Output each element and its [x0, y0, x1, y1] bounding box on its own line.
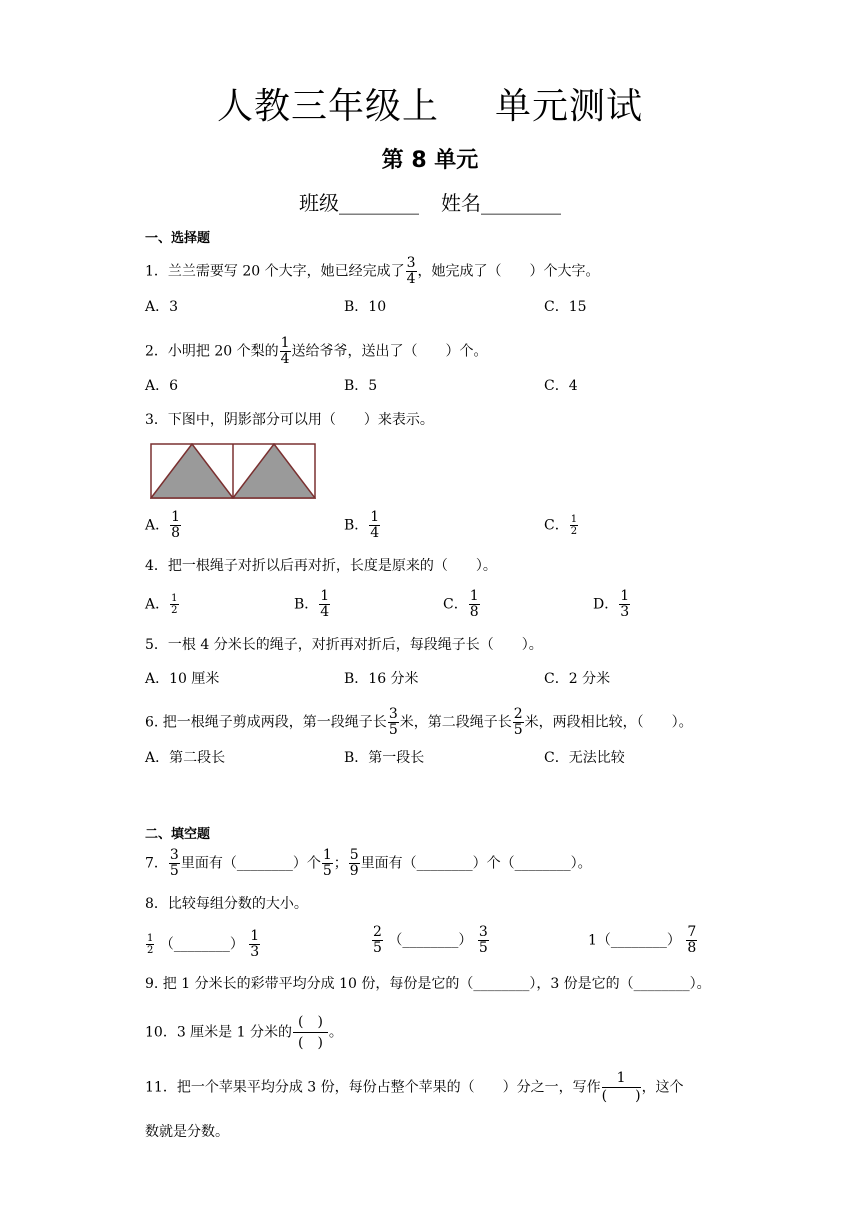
q5-option-c[interactable]: C．2 分米 [544, 671, 611, 687]
question-11-continued: 数就是分数。 [145, 1124, 229, 1140]
name-field[interactable]: 姓名________ [441, 191, 561, 215]
two-triangles-figure [150, 443, 316, 499]
q4-option-c[interactable]: C． $\frac{1}{8}$ [443, 588, 479, 620]
q4-option-b[interactable]: B． $\frac{1}{4}$ [294, 588, 330, 620]
question-1: 1．兰兰需要写 20 个大字，她已经完成了 $\frac{3}{4}$ ，她完成了（ ）个大字。 [145, 255, 600, 287]
class-field[interactable]: 班级________ [299, 191, 419, 215]
fraction: $\frac{1}{4}$ [280, 335, 290, 367]
question-2: 2．小明把 20 个梨的 $\frac{1}{4}$ 送给爷爷，送出了（ ）个。 [145, 335, 488, 367]
question-3: 3．下图中，阴影部分可以用（ ）来表示。 [145, 412, 434, 428]
q4-option-a[interactable]: A． $\frac{1}{2}$ [145, 593, 178, 616]
q2-option-b[interactable]: B．5 [344, 378, 378, 394]
question-9: 9. 把 1 分米长的彩带平均分成 10 份，每份是它的（________），3 份是它的（________）。 [145, 976, 711, 992]
question-8: 8．比较每组分数的大小。 [145, 896, 308, 912]
q5-option-a[interactable]: A．10 厘米 [145, 671, 220, 687]
question-5: 5．一根 4 分米长的绳子，对折再对折后，每段绳子长（ ）。 [145, 637, 543, 653]
q2-option-a[interactable]: A．6 [145, 378, 179, 394]
q3-option-b[interactable]: B． $\frac{1}{4}$ [344, 509, 380, 541]
q1-option-a[interactable]: A．3 [145, 299, 179, 315]
q8-group-3: 1（________） $\frac{7}{8}$ [588, 924, 697, 956]
q10-numerator-blank[interactable]: ( ) [297, 1014, 323, 1030]
question-11: 11．把一个苹果平均分成 3 份，每份占整个苹果的（ ）分之一，写作 $\frac{1}{( )}$ ，这个 [145, 1070, 684, 1104]
q1-option-b[interactable]: B．10 [344, 299, 387, 315]
q6-option-c[interactable]: C．无法比较 [544, 750, 625, 766]
class-name-line [0, 187, 860, 216]
page-title [0, 78, 860, 129]
question-6: 6. 把一根绳子剪成两段，第一段绳子长 $\frac{3}{5}$ 米，第二段绳子长 $\frac{2}{5}$ 米，两段相比较，（ ）。 [145, 706, 693, 738]
q8-blank-3[interactable]: （________） [596, 932, 681, 949]
title-left: 人教三年级上 [216, 86, 439, 127]
section-choice-title: 一、选择题 [145, 231, 211, 246]
question-4: 4．把一根绳子对折以后再对折，长度是原来的（ ）。 [145, 558, 497, 574]
q2-option-c[interactable]: C．4 [544, 378, 578, 394]
q3-option-c[interactable]: C． $\frac{1}{2}$ [544, 514, 578, 537]
q6-option-a[interactable]: A．第二段长 [145, 750, 226, 766]
q3-option-a[interactable]: A． $\frac{1}{8}$ [145, 509, 181, 541]
q8-group-2: $\frac{2}{5}$ （________） $\frac{3}{5}$ [373, 924, 488, 956]
q1-option-c[interactable]: C．15 [544, 299, 587, 315]
question-7: 7． $\frac{3}{5}$ 里面有（________）个 $\frac{1}{5}$ ； $\frac{5}{9}$ 里面有（________）个（________）。 [145, 847, 592, 879]
title-right: 单元测试 [495, 86, 644, 127]
q8-group-1: $\frac{1}{2}$ （________） $\frac{1}{3}$ [147, 928, 260, 960]
section-fill-title: 二、填空题 [145, 827, 211, 842]
q8-blank-1[interactable]: （________） [159, 936, 244, 953]
q5-option-b[interactable]: B．16 分米 [344, 671, 419, 687]
q6-option-b[interactable]: B．第一段长 [344, 750, 425, 766]
unit-subtitle: 第 8 单元 [381, 148, 479, 173]
q10-denominator-blank[interactable]: ( ) [297, 1035, 323, 1051]
fraction: $\frac{3}{4}$ [406, 255, 416, 287]
q11-denominator-blank[interactable]: ( ) [601, 1088, 641, 1104]
q8-blank-2[interactable]: （________） [388, 932, 473, 949]
question-10: 10．3 厘米是 1 分米的 $\frac{( )}{( )}$ 。 [145, 1014, 343, 1051]
q4-option-d[interactable]: D． $\frac{1}{3}$ [593, 588, 630, 620]
